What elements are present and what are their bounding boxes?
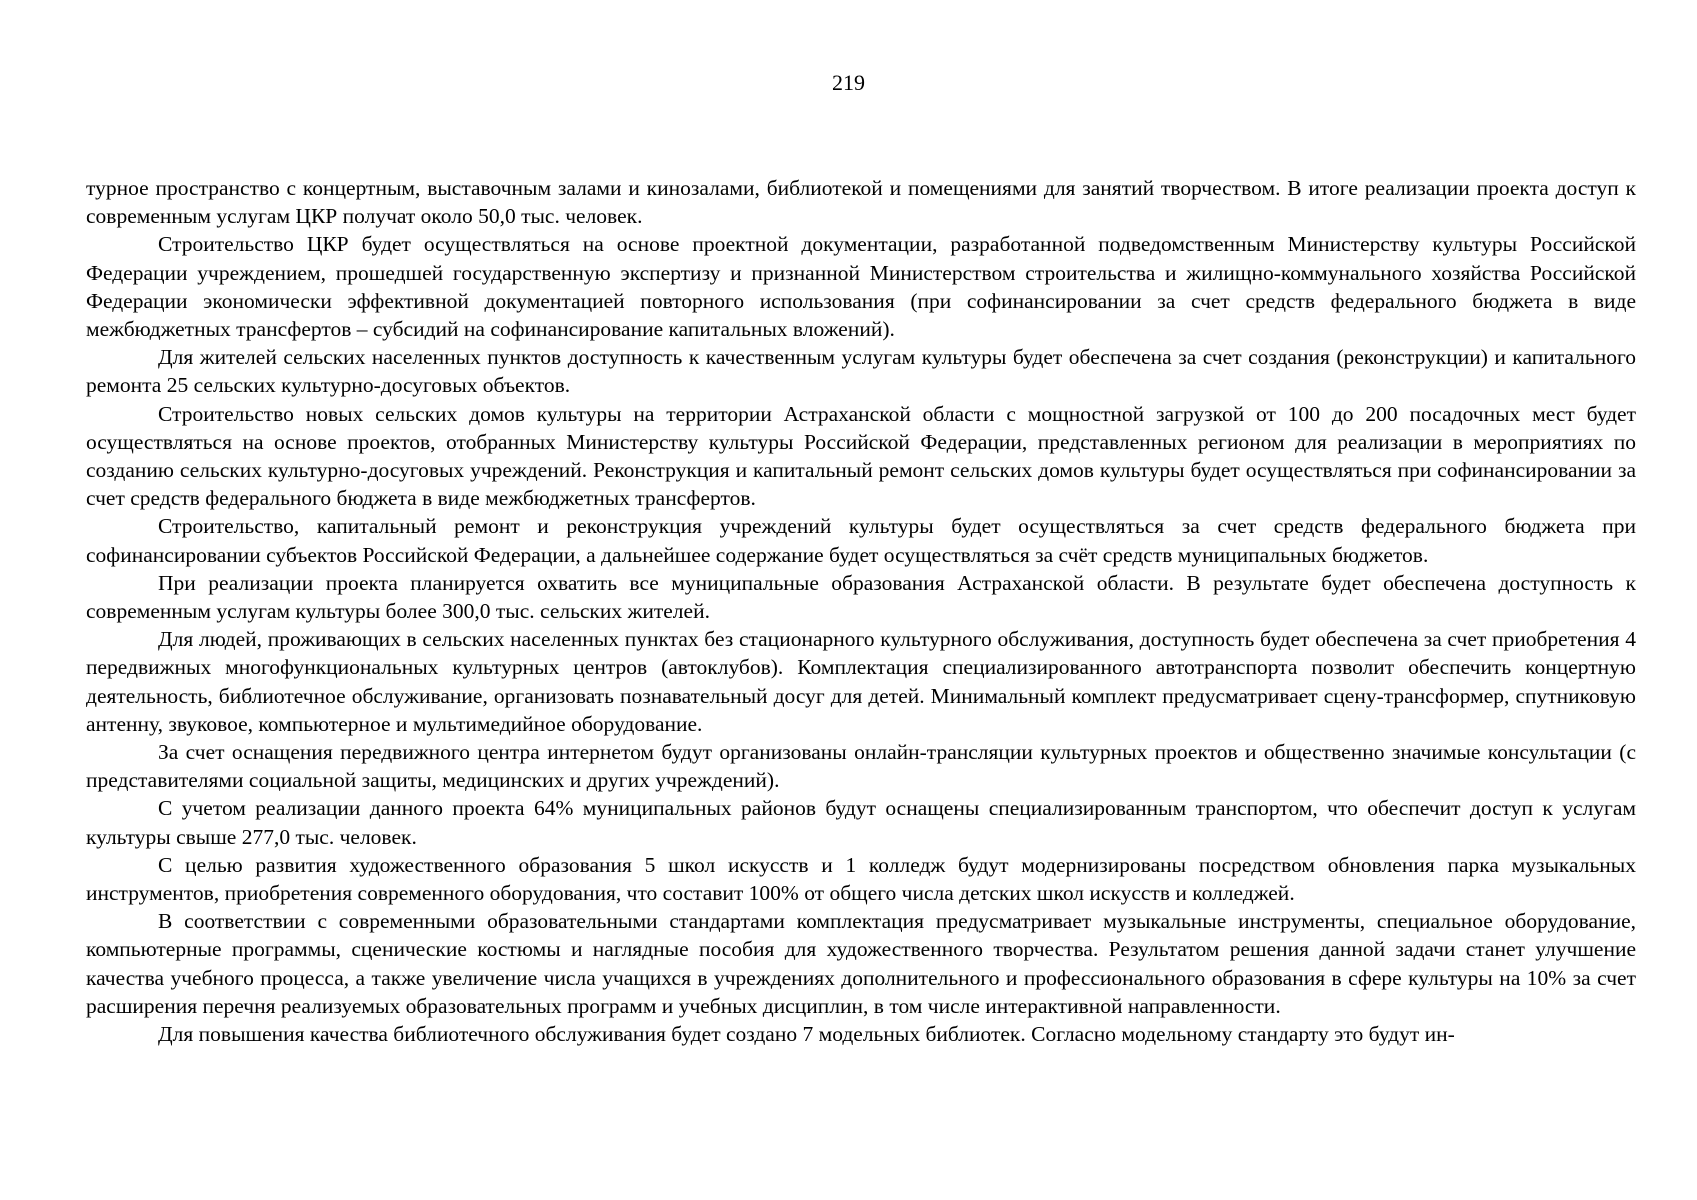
paragraph-internet-broadcasts: За счет оснащения передвижного центра интернетом будут организованы онлайн-трансляции культурных проектов и общественно значимые консультации (с представителями социальной защиты, медицинских и других учреждений). <box>86 740 1636 793</box>
page-number: 219 <box>832 70 865 95</box>
paragraph-rural-access: Для жителей сельских населенных пунктов доступность к качественным услугам культуры будет обеспечена за счет создания (реконструкции) и капитального ремонта 25 сельских культурно-досуговых объектов. <box>86 345 1636 398</box>
paragraph-mobile-centers: Для людей, проживающих в сельских населенных пунктах без стационарного культурного обслуживания, доступность будет обеспечена за счет приобретения 4 передвижных многофункциональных культурных центров (автоклубов). Комплектация специализированного автотранспорта позволит обеспечить концертную деятельность, библиотечное обслуживание, организовать познавательный досуг для детей. Минимальный комплект предусматривает сцену-трансформер, спутниковую антенну, звуковое, компьютерное и мультимедийное оборудование. <box>86 627 1636 736</box>
paragraph-education-standards: В соответствии с современными образовательными стандартами комплектация предусматривает музыкальные инструменты, специальное оборудование, компьютерные программы, сценические костюмы и наглядные пособия для художественного творчества. Результатом решения данной задачи станет улучшение качества учебного процесса, а также увеличение числа учащихся в учреждениях дополнительного и профессионального образования в сфере культуры на 10% за счет расширения перечня реализуемых образовательных программ и учебных дисциплин, в том числе интерактивной направленности. <box>86 909 1636 1018</box>
paragraph-model-libraries: Для повышения качества библиотечного обслуживания будет создано 7 модельных библиотек. Согласно модельному стандарту это будут ин- <box>158 1022 1455 1047</box>
paragraph-transport-coverage: С учетом реализации данного проекта 64% муниципальных районов будут оснащены специализированным транспортом, что обеспечит доступ к услугам культуры свыше 277,0 тыс. человек. <box>86 796 1636 849</box>
paragraph-art-schools: С целью развития художественного образования 5 школ искусств и 1 колледж будут модернизированы посредством обновления парка музыкальных инструментов, приобретения современного оборудования, что составит 100% от общего числа детских школ искусств и колледжей. <box>86 852 1636 906</box>
paragraph-funding: Строительство, капитальный ремонт и реконструкция учреждений культуры будет осуществляться за счет средств федерального бюджета при софинансировании субъектов Российской Федерации, а дальнейшее содержание будет осуществляться за счёт средств муниципальных бюджетов. <box>86 514 1636 567</box>
paragraph-continuation: турное пространство с концертным, выставочным залами и кинозалами, библиотекой и помещениями для занятий творчеством. В итоге реализации проекта доступ к современным услугам ЦКР получат около 50,0 тыс. человек. <box>86 176 1636 229</box>
paragraph-new-houses-of-culture: Строительство новых сельских домов культуры на территории Астраханской области с мощностной загрузкой от 100 до 200 посадочных мест будет осуществляться на основе проектов, отобранных Министерству культуры Российской Федерации, представленных регионом для реализации в мероприятиях по созданию сельских культурно-досуговых учреждений. Реконструкция и капитальный ремонт сельских домов культуры будет осуществляться при софинансировании за счет средств федерального бюджета в виде межбюджетных трансфертов. <box>86 401 1636 511</box>
paragraph-project-coverage: При реализации проекта планируется охватить все муниципальные образования Астраханской области. В результате будет обеспечена доступность к современным услугам культуры более 300,0 тыс. сельских жителей. <box>86 570 1636 624</box>
paragraph-ckr-construction: Строительство ЦКР будет осуществляться на основе проектной документации, разработанной подведомственным Министерству культуры Российской Федерации учреждением, прошедшей государственную экспертизу и признанной Министерством строительства и жилищно-коммунального хозяйства Российской Федерации экономически эффективной документацией повторного использования (при софинансировании за счет средств федерального бюджета в виде межбюджетных трансфертов – субсидий на софинансирование капитальных вложений). <box>86 232 1636 342</box>
document-body <box>86 174 1636 1048</box>
